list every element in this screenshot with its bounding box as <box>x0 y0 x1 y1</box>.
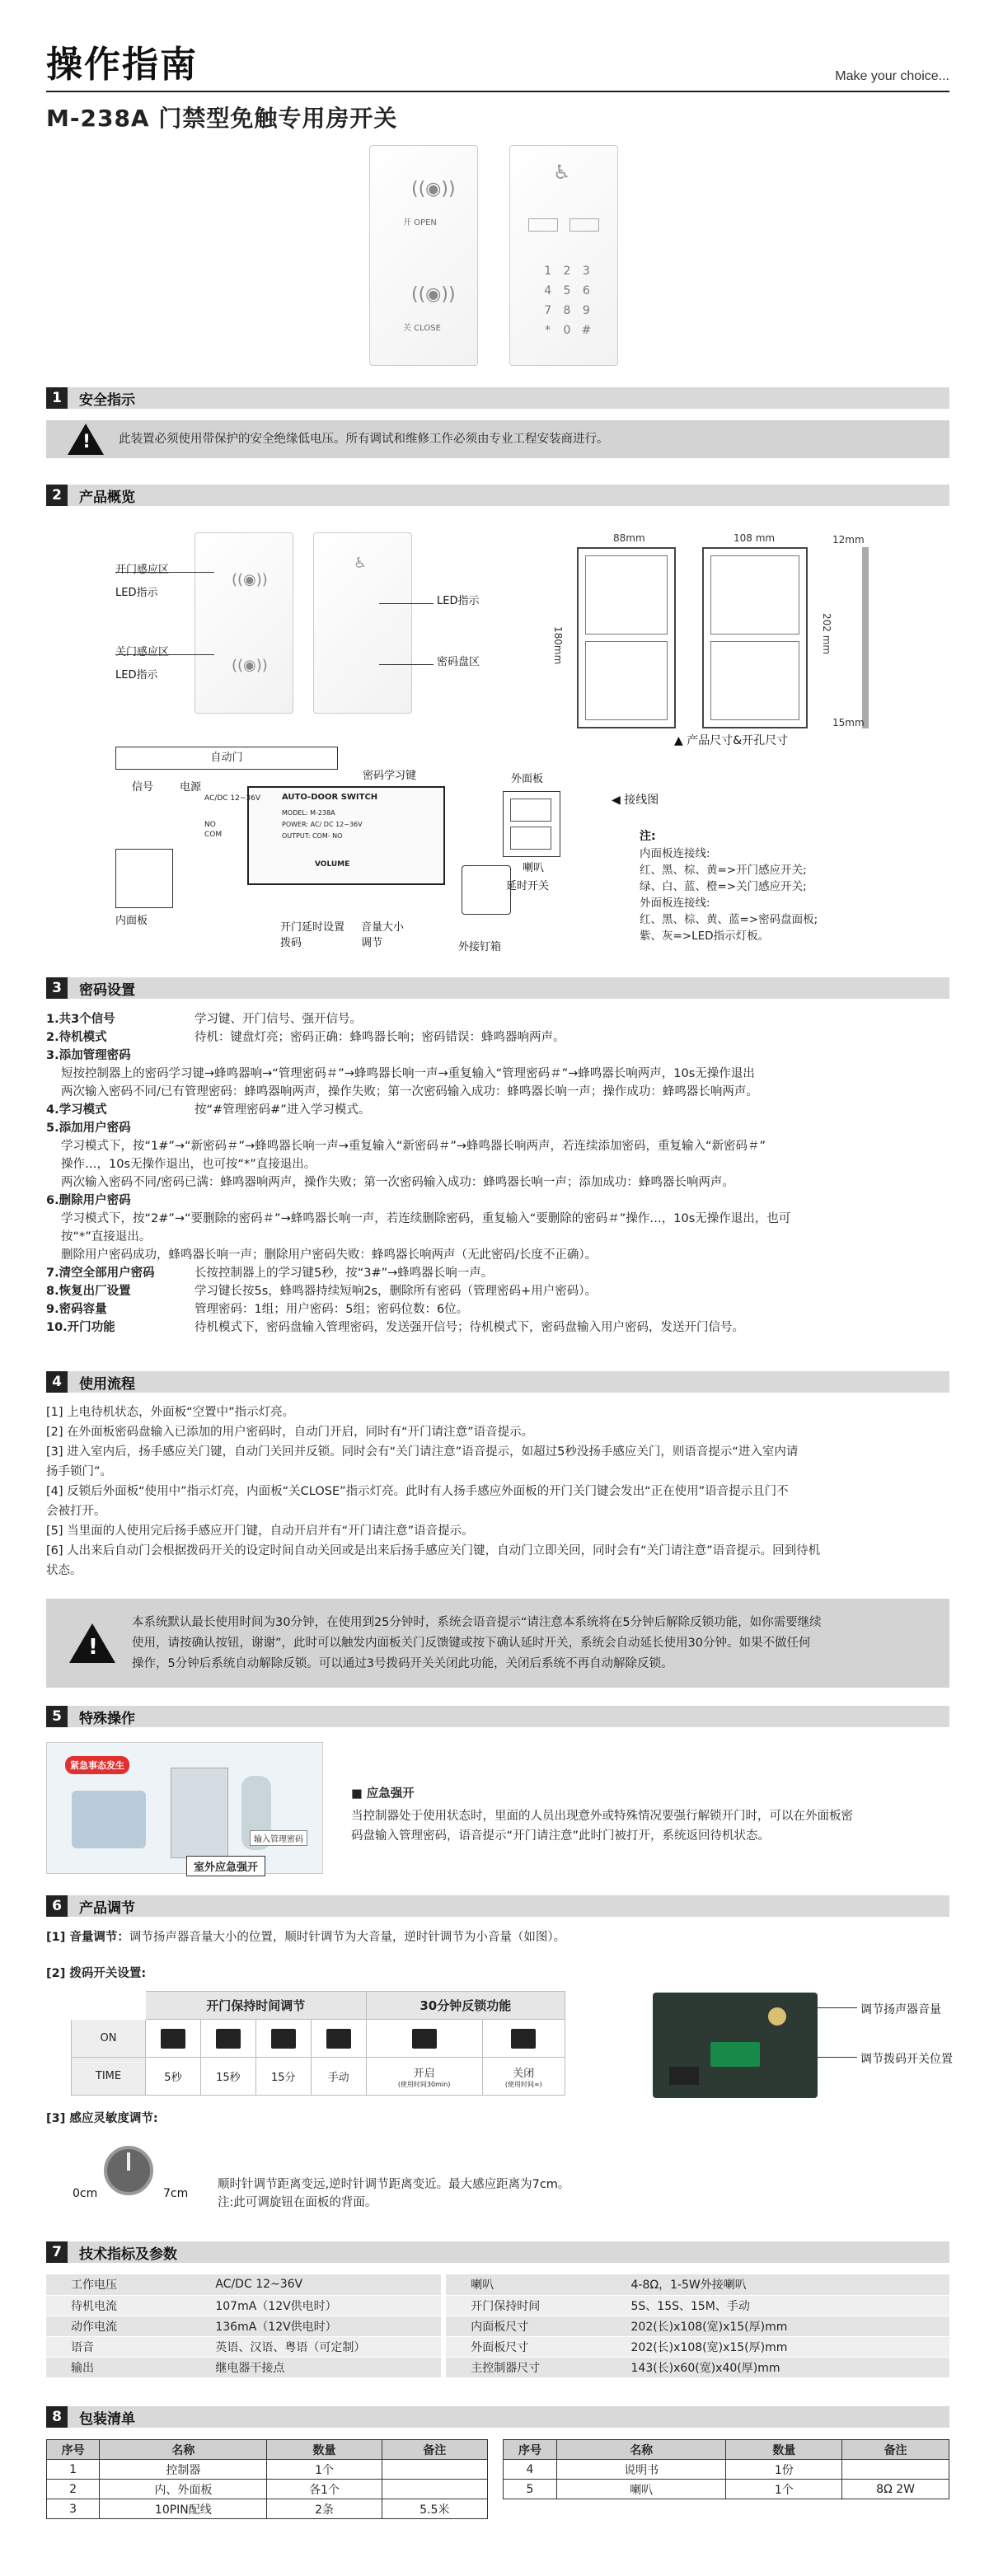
section-title: 特殊操作 <box>79 1710 135 1727</box>
notes-title: 注: <box>640 830 656 843</box>
sensitivity-label: [3] 感应灵敏度调节: <box>46 2112 158 2125</box>
section-1-header <box>46 387 949 409</box>
dim-height-1: 180mm <box>552 626 564 665</box>
spec-cell: 4-8Ω，1-5W外接喇叭 <box>607 2274 950 2295</box>
wiring-delay-dial: 开门延时设置拨码 <box>280 921 345 949</box>
password-setting-item: 6.删除用户密码 <box>46 1194 131 1207</box>
usage-warning <box>46 1599 949 1688</box>
password-setting-item: 2.待机模式 待机：键盘灯亮；密码正确：蜂鸣器长响；密码错误：蜂鸣器响两声。 <box>46 1031 565 1044</box>
packing-header: 备注 <box>842 2440 949 2460</box>
illustration-caption: 室外应急强开 <box>186 1856 265 1876</box>
section-title: 产品调节 <box>79 1899 135 1917</box>
sensor-icon: ((◉)) <box>411 284 456 305</box>
password-setting-item: 两次输入密码不同/已有管理密码：蜂鸣器响两声，操作失败；第一次密码输入成功：蜂鸣器长响一声；操作成功：蜂鸣器长响两声。 <box>61 1085 758 1098</box>
spec-row <box>46 2316 949 2336</box>
section-number: 4 <box>46 1371 68 1393</box>
spec-cell: 5S、15S、15M、手动 <box>607 2295 950 2316</box>
password-settings-list <box>46 1010 949 1337</box>
packing-row <box>47 2499 488 2519</box>
section-title: 包装清单 <box>79 2410 135 2428</box>
section-7-header <box>46 2241 949 2263</box>
sensitivity-text: 顺时针调节距离变远,逆时针调节距离变近。最大感应距离为7cm。 注:此可调旋钮在面板的背面。 <box>218 2178 570 2209</box>
callout-keypad: 密码盘区 <box>437 656 480 668</box>
packing-cell: 1个 <box>267 2460 382 2480</box>
callout-led: LED指示 <box>115 669 158 681</box>
sensitivity-max: 7cm <box>163 2187 189 2200</box>
spec-cell: 工作电压 <box>46 2274 190 2295</box>
packing-cell: 3 <box>47 2499 100 2519</box>
keypad: 1 2 3 4 5 6 7 8 9 * 0 # <box>544 265 592 337</box>
packing-cell: 1个 <box>726 2480 842 2499</box>
section-number: 8 <box>46 2406 68 2428</box>
packing-header: 名称 <box>100 2440 267 2460</box>
callout-close-sensor: 关门感应区 <box>115 646 170 658</box>
packing-cell: 4 <box>504 2460 557 2480</box>
dim-depth-1: 12mm <box>832 534 865 546</box>
packing-header: 备注 <box>382 2440 487 2460</box>
usage-steps: [1] 上电待机状态，外面板“空置中”指示灯亮。 [2] 在外面板密码盘输入已添加的用户密码时，自动门开启，同时有“开门请注意”语音提示。 [3] 进入室内后，扬手感应关门键，自动门关回并反锁。同时会有“关门请注意”语音提示，如超过5秒没扬手感应关门，则语音提示“进入室内请 扬手锁门”。 [4] 反锁后外面板“使用中”指示灯亮，内面板“关CLOSE”指示灯亮。此时有人扬手感应外面板的开门关门键会发出“正在使用”语音提示且门不 会被打开。 [5] 当里面的人使用完后扬手感应开门键，自动开启并有“开门请注意”语音提示。 [6] 人出来后自动门会根据拨码开关的设定时间自动关回或是出来后扬手感应关门键，自动门立即关回，同时会有“关门请注意”语音提示。回到待机 状态。 <box>46 1406 821 1577</box>
password-setting-item: 10.开门功能 待机模式下，密码盘输入管理密码，发送强开信号；待机模式下，密码盘输入用户密码，发送开门信号。 <box>46 1321 744 1334</box>
spec-cell: 202(长)x108(宽)x15(厚)mm <box>607 2336 950 2357</box>
section-title: 产品概览 <box>79 489 135 506</box>
status-occupied <box>528 218 558 232</box>
packing-cell <box>382 2480 487 2499</box>
packing-cell: 喇叭 <box>556 2480 726 2499</box>
packing-cell: 控制器 <box>100 2460 267 2480</box>
wiring-caption: ◀ 接线图 <box>612 794 659 807</box>
pcb-dip-label: 调节拨码开关位置 <box>860 2053 953 2066</box>
packing-list-left <box>46 2439 488 2519</box>
spec-cell: 143(长)x60(宽)x40(厚)mm <box>607 2357 950 2377</box>
section-3-header <box>46 977 949 999</box>
callout-led: LED指示 <box>115 587 158 599</box>
dims-caption: ▲ 产品尺寸&开孔尺寸 <box>674 734 789 747</box>
wiring-notes: 内面板连接线: 红、黑、棕、黄=>开门感应开关; 绿、白、蓝、橙=>关门感应开关; 外面板连接线: 红、黑、棕、黄、蓝=>密码盘面板; 紫、灰=>LED指示灯板。 <box>640 847 818 943</box>
dip-label: [2] 拨码开关设置: <box>46 1967 147 1980</box>
section-4-header <box>46 1371 949 1393</box>
packing-cell: 内、外面板 <box>100 2480 267 2499</box>
packing-cell: 1 <box>47 2460 100 2480</box>
wiring-junction-box <box>462 865 511 915</box>
packing-row <box>47 2480 488 2499</box>
spec-cell: 外面板尺寸 <box>443 2336 606 2357</box>
wiring-controller: AUTO-DOOR SWITCH MODEL: M-238A POWER: AC/ DC 12~36V OUTPUT: COM- NO VOLUME <box>247 786 445 885</box>
sensor-icon: ((◉)) <box>411 179 456 199</box>
spec-cell: 内面板尺寸 <box>443 2316 606 2336</box>
tagline: Make your choice... <box>835 69 949 83</box>
packing-header: 序号 <box>47 2440 100 2460</box>
packing-cell: 各1个 <box>267 2480 382 2499</box>
packing-cell <box>842 2460 949 2480</box>
dim-width-1: 88mm <box>613 532 645 544</box>
wiring-learn-key: 密码学习键 <box>363 770 417 782</box>
spec-cell: 继电器干接点 <box>190 2357 443 2377</box>
packing-row <box>47 2460 488 2480</box>
packing-list-right <box>503 2439 949 2499</box>
open-label: 开 OPEN <box>403 218 437 227</box>
packing-row <box>504 2460 949 2480</box>
dip-switch-table: 开门保持时间调节 30分钟反锁功能 ON TIME 5秒 15秒 15分 手动 开启 (使用时间30min) 关闭 (使用时间∞) <box>71 1991 565 2096</box>
emergency-text: 当控制器处于使用状态时，里面的人员出现意外或特殊情况要强行解锁开门时，可以在外面板密 码盘输入管理密码，语音提示“开门请注意”此时门被打开，系统返回待机状态。 <box>351 1810 853 1843</box>
password-setting-item: 4.学习模式 按“#管理密码#”进入学习模式。 <box>46 1103 371 1117</box>
dim-drawing-side <box>862 547 869 728</box>
safety-warning-text: 此装置必须使用带保护的安全绝缘低电压。所有调试和维修工作必须由专业工程安装商进行。 <box>119 433 609 446</box>
password-setting-item: 删除用户密码成功，蜂鸣器长响一声；删除用户密码失败：蜂鸣器长响两声（无此密码/长度不正确）。 <box>61 1248 598 1262</box>
overview-outer-panel: ♿ <box>313 532 412 714</box>
emergency-illustration: 紧急事态发生 输入管理密码 <box>46 1742 323 1874</box>
section-number: 7 <box>46 2241 68 2263</box>
person-icon: ♿ <box>553 161 571 184</box>
packing-header: 数量 <box>726 2440 842 2460</box>
wiring-outer-panel-label: 外面板 <box>511 773 544 785</box>
section-number: 3 <box>46 977 68 999</box>
packing-cell: 5.5米 <box>382 2499 487 2519</box>
password-setting-item: 按“*”直接退出。 <box>61 1230 152 1244</box>
spec-row <box>46 2295 949 2316</box>
packing-cell: 1份 <box>726 2460 842 2480</box>
wiring-power-label: 电源 <box>180 781 202 794</box>
spec-cell: 主控制器尺寸 <box>443 2357 606 2377</box>
spec-cell: AC/DC 12~36V <box>190 2274 443 2295</box>
wiring-volume-label: 音量大小调节 <box>361 921 405 949</box>
warning-icon: ! <box>69 1623 115 1663</box>
password-setting-item: 学习模式下，按“1#”→“新密码＃”→蜂鸣器长响一声→重复输入“新密码＃”→蜂鸣器长响两声，若连续添加密码，重复输入“新密码＃” <box>61 1140 766 1153</box>
wiring-speaker: 喇叭 <box>523 862 545 874</box>
dim-drawing-front <box>577 547 676 728</box>
emergency-title: ■ 应急强开 <box>351 1787 415 1801</box>
section-title: 使用流程 <box>79 1375 135 1393</box>
section-title: 安全指示 <box>79 391 135 409</box>
password-setting-item: 学习模式下，按“2#”→“要删除的密码＃”→蜂鸣器长响一声，若连续删除密码，重复输入“要删除的密码＃”操作…，10s无操作退出，也可 <box>61 1212 791 1225</box>
password-setting-item: 短按控制器上的密码学习键→蜂鸣器响→“管理密码＃”→蜂鸣器长响一声→重复输入“管理密码＃”→蜂鸣器长响两声，10s无操作退出 <box>61 1067 755 1080</box>
wiring-no: NO <box>204 821 216 829</box>
spec-cell: 喇叭 <box>443 2274 606 2295</box>
spec-cell: 语音 <box>46 2336 190 2357</box>
pcb-photo <box>653 1993 818 2098</box>
spec-cell: 开门保持时间 <box>443 2295 606 2316</box>
password-setting-item: 7.清空全部用户密码 长按控制器上的学习键5秒，按“3#”→蜂鸣器长响一声。 <box>46 1267 494 1280</box>
password-setting-item: 5.添加用户密码 <box>46 1122 131 1135</box>
volume-adjust: [1] 音量调节：调节扬声器音量大小的位置，顺时针调节为大音量，逆时针调节为小音量（如图）。 <box>46 1931 566 1944</box>
wiring-delay-switch: 延时开关 <box>506 880 550 892</box>
section-6-header <box>46 1895 949 1917</box>
dim-depth-2: 15mm <box>832 717 865 728</box>
packing-cell: 说明书 <box>556 2460 726 2480</box>
spec-cell: 107mA（12V供电时） <box>190 2295 443 2316</box>
wiring-inner-panel-label: 内面板 <box>115 915 148 927</box>
spec-cell: 英语、汉语、粤语（可定制） <box>190 2336 443 2357</box>
packing-header: 序号 <box>504 2440 557 2460</box>
packing-cell: 2条 <box>267 2499 382 2519</box>
inner-panel-image <box>369 145 478 366</box>
packing-cell <box>382 2460 487 2480</box>
wiring-auto-door: 自动门 <box>115 747 338 770</box>
packing-cell: 8Ω 2W <box>842 2480 949 2499</box>
spec-cell: 202(长)x108(宽)x15(厚)mm <box>607 2316 950 2336</box>
dim-height-2: 202 mm <box>821 613 832 655</box>
password-setting-item: 操作…，10s无操作退出，也可按“*”直接退出。 <box>61 1158 316 1171</box>
wiring-outer-panel <box>503 791 560 857</box>
wiring-inner-panel <box>115 849 173 908</box>
dim-width-2: 108 mm <box>734 532 776 544</box>
section-2-header <box>46 485 949 506</box>
password-setting-item: 1.共3个信号 学习键、开门信号、强开信号。 <box>46 1013 362 1026</box>
section-number: 2 <box>46 485 68 506</box>
usage-warning-text: 本系统默认最长使用时间为30分钟，在使用到25分钟时，系统会语音提示“请注意本系统将在5分钟后解除反锁功能，如你需要继续 使用，请按确认按钮，谢谢”，此时可以触发内面板关门反馈键或按下确认延时开关，系统会自动延长使用30分钟。如果不做任何 操作，5分钟后系统自动解除反锁。可以通过3号拨码开关关闭此功能，关闭后系统不再自动解除反锁。 <box>132 1615 822 1670</box>
spec-row <box>46 2357 949 2377</box>
password-setting-item: 8.恢复出厂设置 学习键长按5s，蜂鸣器持续短响2s，删除所有密码（管理密码+用户密码）。 <box>46 1285 597 1298</box>
password-setting-item: 3.添加管理密码 <box>46 1049 131 1062</box>
warning-icon: ! <box>68 424 104 455</box>
spec-cell: 输出 <box>46 2357 190 2377</box>
section-8-header <box>46 2406 949 2428</box>
dim-drawing-hole <box>702 547 808 728</box>
wiring-com: COM <box>204 831 223 839</box>
packing-cell: 2 <box>47 2480 100 2499</box>
wiring-signal-label: 信号 <box>132 781 154 794</box>
spec-row <box>46 2274 949 2295</box>
wiring-ext-box: 外接钉箱 <box>458 941 502 953</box>
spec-cell: 动作电流 <box>46 2316 190 2336</box>
section-5-header <box>46 1706 949 1727</box>
wiring-ac-dc: AC/DC 12~36V <box>204 794 260 803</box>
packing-header: 名称 <box>556 2440 726 2460</box>
outer-panel-image <box>509 145 618 366</box>
packing-row <box>504 2480 949 2499</box>
section-number: 5 <box>46 1706 68 1727</box>
callout-open-sensor: 开门感应区 <box>115 564 170 576</box>
callout-led: LED指示 <box>437 595 480 607</box>
page-title: 操作指南 <box>46 44 198 86</box>
sensitivity-min: 0cm <box>73 2187 98 2200</box>
title-rule <box>46 91 949 92</box>
spec-table <box>46 2274 949 2378</box>
section-title: 技术指标及参数 <box>79 2246 177 2263</box>
packing-header: 数量 <box>267 2440 382 2460</box>
password-setting-item: 两次输入密码不同/密码已满：蜂鸣器响两声，操作失败；第一次密码输入成功：蜂鸣器长响一声；添加成功：蜂鸣器长响两声。 <box>61 1176 734 1189</box>
section-number: 1 <box>46 387 68 409</box>
close-label: 关 CLOSE <box>403 324 441 333</box>
section-title: 密码设置 <box>79 981 135 999</box>
packing-cell: 10PIN配线 <box>100 2499 267 2519</box>
spec-cell: 136mA（12V供电时） <box>190 2316 443 2336</box>
spec-row <box>46 2336 949 2357</box>
status-vacant <box>569 218 599 232</box>
spec-cell: 待机电流 <box>46 2295 190 2316</box>
safety-warning <box>46 420 949 458</box>
product-subtitle: M-238A 门禁型免触专用房开关 <box>46 105 398 132</box>
sensitivity-knob <box>104 2146 153 2195</box>
overview-inner-panel: ((◉)) ((◉)) <box>195 532 293 714</box>
section-number: 6 <box>46 1895 68 1917</box>
pcb-volume-label: 调节扬声器音量 <box>860 2003 941 2016</box>
password-setting-item: 9.密码容量 管理密码：1组；用户密码：5组；密码位数：6位。 <box>46 1303 469 1316</box>
packing-cell: 5 <box>504 2480 557 2499</box>
